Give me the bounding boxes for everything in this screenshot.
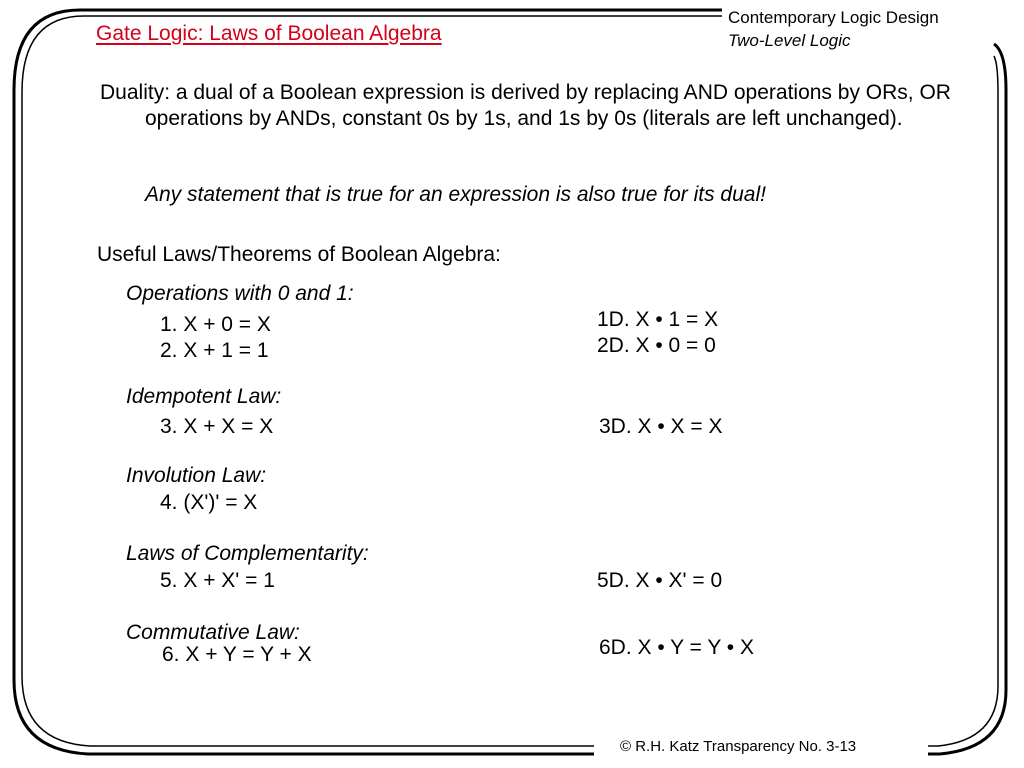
group-heading-involution: Involution Law:: [126, 464, 267, 487]
law-3: 3. X + X = X: [160, 415, 274, 438]
chapter-title: Two-Level Logic: [728, 31, 851, 50]
law-2: 2. X + 1 = 1: [160, 339, 269, 362]
law-4: 4. (X')' = X: [160, 491, 258, 514]
laws-heading: Useful Laws/Theorems of Boolean Algebra:: [97, 243, 501, 266]
law-3d: 3D. X • X = X: [599, 415, 723, 438]
group-heading-complementarity: Laws of Complementarity:: [126, 542, 369, 565]
course-title: Contemporary Logic Design: [728, 8, 939, 27]
law-1: 1. X + 0 = X: [160, 313, 271, 336]
law-2d: 2D. X • 0 = 0: [597, 334, 716, 357]
law-6d: 6D. X • Y = Y • X: [599, 636, 754, 659]
group-heading-idempotent: Idempotent Law:: [126, 385, 282, 408]
group-heading-operations: Operations with 0 and 1:: [126, 282, 354, 305]
page-title: Gate Logic: Laws of Boolean Algebra: [96, 22, 442, 45]
duality-paragraph: Duality: a dual of a Boolean expression is derived by replacing AND operations by ORs, OR operations by ANDs, constant 0s by 1s, and 1s by 0s (literals are left unchanged).: [100, 81, 951, 130]
footer-credit: © R.H. Katz Transparency No. 3-13: [620, 738, 857, 755]
law-1d: 1D. X • 1 = X: [597, 308, 719, 331]
group-heading-commutative: Commutative Law:: [126, 621, 300, 644]
duality-emphasis: Any statement that is true for an expression is also true for its dual!: [145, 183, 766, 206]
law-5: 5. X + X' = 1: [160, 569, 275, 592]
law-6: 6. X + Y = Y + X: [162, 643, 312, 666]
law-5d: 5D. X • X' = 0: [597, 569, 723, 592]
